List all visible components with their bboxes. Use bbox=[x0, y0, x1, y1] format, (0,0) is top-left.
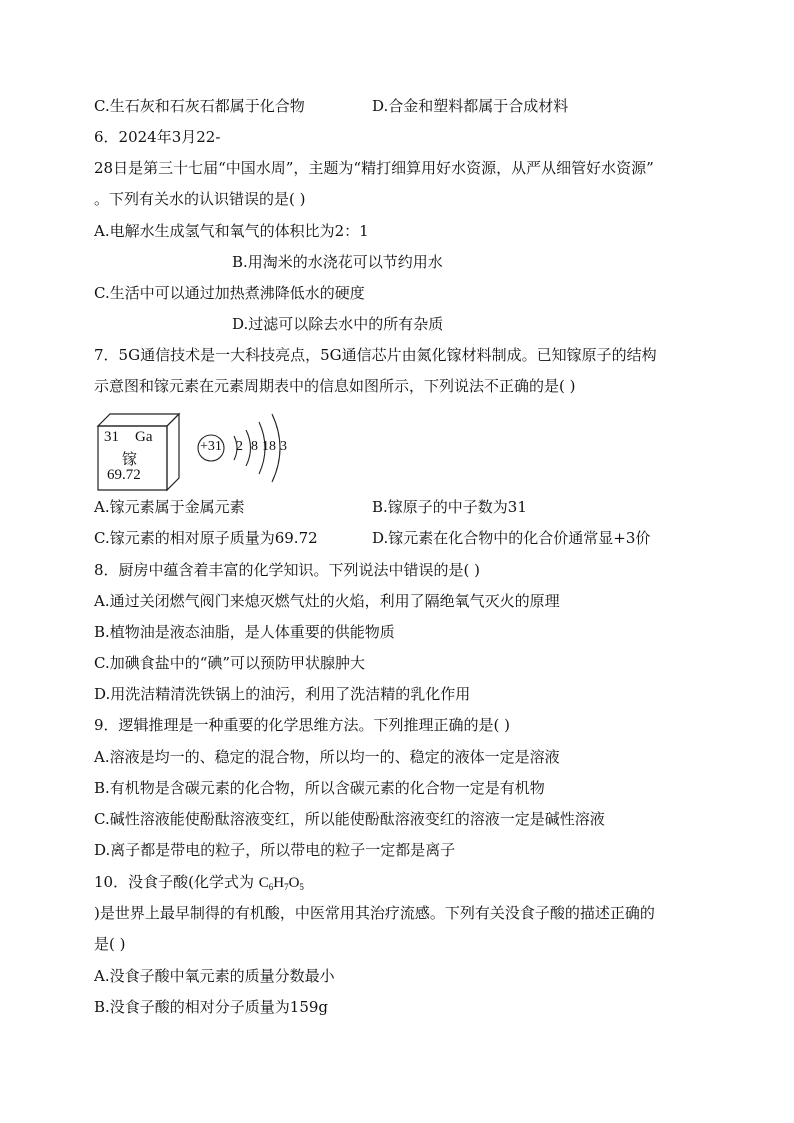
nucleus-charge: +31 bbox=[200, 439, 222, 454]
q10-stem-line2: )是世界上最早制得的有机酸，中医常用其治疗流感。下列有关没食子酸的描述正确的 bbox=[94, 904, 655, 922]
q8-option-a: A.通过关闭燃气阀门来熄灭燃气灶的火焰，利用了隔绝氧气灭火的原理 bbox=[94, 592, 560, 610]
formula-o-count: 5 bbox=[299, 882, 304, 892]
formula-h-count: 7 bbox=[284, 882, 289, 892]
shell-arc-2 bbox=[246, 430, 251, 466]
q8-option-d: D.用洗洁精清洗铁锅上的油污，利用了洗洁精的乳化作用 bbox=[94, 685, 471, 703]
formula-o: O bbox=[288, 875, 300, 891]
q9-option-c: C.碱性溶液能使酚酞溶液变红，所以能使酚酞溶液变红的溶液一定是碱性溶液 bbox=[94, 810, 605, 828]
q8-stem: 8．厨房中蕴含着丰富的化学知识。下列说法中错误的是( ) bbox=[94, 561, 481, 579]
q9-option-a: A.溶液是均一的、稳定的混合物，所以均一的、稳定的液体一定是溶液 bbox=[94, 748, 560, 766]
q6-stem-line2: 28日是第三十七届“中国水周”，主题为“精打细算用好水资源，从严从细管好水资源” bbox=[94, 159, 654, 177]
q9-option-b: B.有机物是含碳元素的化合物，所以含碳元素的化合物一定是有机物 bbox=[94, 779, 545, 797]
q9-option-d: D.离子都是带电的粒子，所以带电的粒子一定都是离子 bbox=[94, 841, 456, 859]
q6-option-a: A.电解水生成氢气和氧气的体积比为2：1 bbox=[94, 222, 369, 240]
q10-option-a: A.没食子酸中氧元素的质量分数最小 bbox=[94, 967, 335, 985]
q8-option-b: B.植物油是液态油脂，是人体重要的供能物质 bbox=[94, 623, 395, 641]
element-symbol: Ga bbox=[135, 429, 153, 445]
q7-option-a: A.镓元素属于金属元素 bbox=[94, 498, 245, 516]
shell-4-electrons: 3 bbox=[280, 439, 287, 454]
q8-option-c: C.加碘食盐中的“碘”可以预防甲状腺肿大 bbox=[94, 654, 366, 672]
atomic-structure-diagram bbox=[194, 410, 294, 500]
q5-option-c: C.生石灰和石灰石都属于化合物 bbox=[94, 97, 305, 115]
q5-option-d: D.合金和塑料都属于合成材料 bbox=[372, 97, 569, 115]
shell-1-electrons: 2 bbox=[236, 439, 243, 454]
element-atomic-mass: 69.72 bbox=[107, 467, 141, 483]
q6-stem-line1: 6．2024年3月22- bbox=[94, 128, 221, 146]
q9-stem: 9．逻辑推理是一种重要的化学思维方法。下列推理正确的是( ) bbox=[94, 716, 511, 734]
q6-option-c: C.生活中可以通过加热煮沸降低水的硬度 bbox=[94, 284, 365, 302]
q7-option-c: C.镓元素的相对原子质量为69.72 bbox=[94, 529, 318, 547]
q7-option-d: D.镓元素在化合物中的化合价通常显+3价 bbox=[372, 529, 651, 547]
periodic-table-cell bbox=[95, 412, 181, 492]
q10-stem-prefix: 10．没食子酸(化学式为 bbox=[94, 873, 259, 891]
shell-2-electrons: 8 bbox=[251, 439, 258, 454]
q10-stem-line3: 是( ) bbox=[94, 935, 126, 953]
q6-stem-line3: 。下列有关水的认识错误的是( ) bbox=[94, 190, 306, 208]
formula-c-count: 6 bbox=[268, 882, 274, 892]
shell-3-electrons: 18 bbox=[262, 439, 276, 454]
q7-option-b: B.镓原子的中子数为31 bbox=[372, 498, 527, 516]
q10-stem-line1 bbox=[94, 872, 304, 892]
q7-stem-line1: 7．5G通信技术是一大科技亮点，5G通信芯片由氮化镓材料制成。已知镓原子的结构 bbox=[94, 346, 657, 364]
formula-h: H bbox=[273, 875, 285, 891]
q10-option-b: B.没食子酸的相对分子质量为159g bbox=[94, 998, 329, 1016]
q6-option-d: D.过滤可以除去水中的所有杂质 bbox=[232, 315, 444, 333]
chemical-formula bbox=[259, 875, 304, 891]
electron-shells-drawing bbox=[194, 410, 294, 500]
element-atomic-number: 31 bbox=[104, 429, 119, 445]
q6-option-b: B.用淘米的水浇花可以节约用水 bbox=[232, 253, 443, 271]
formula-c: C bbox=[258, 875, 269, 891]
q7-stem-line2: 示意图和镓元素在元素周期表中的信息如图所示，下列说法不正确的是( ) bbox=[94, 377, 576, 395]
element-name: 镓 bbox=[122, 452, 138, 468]
